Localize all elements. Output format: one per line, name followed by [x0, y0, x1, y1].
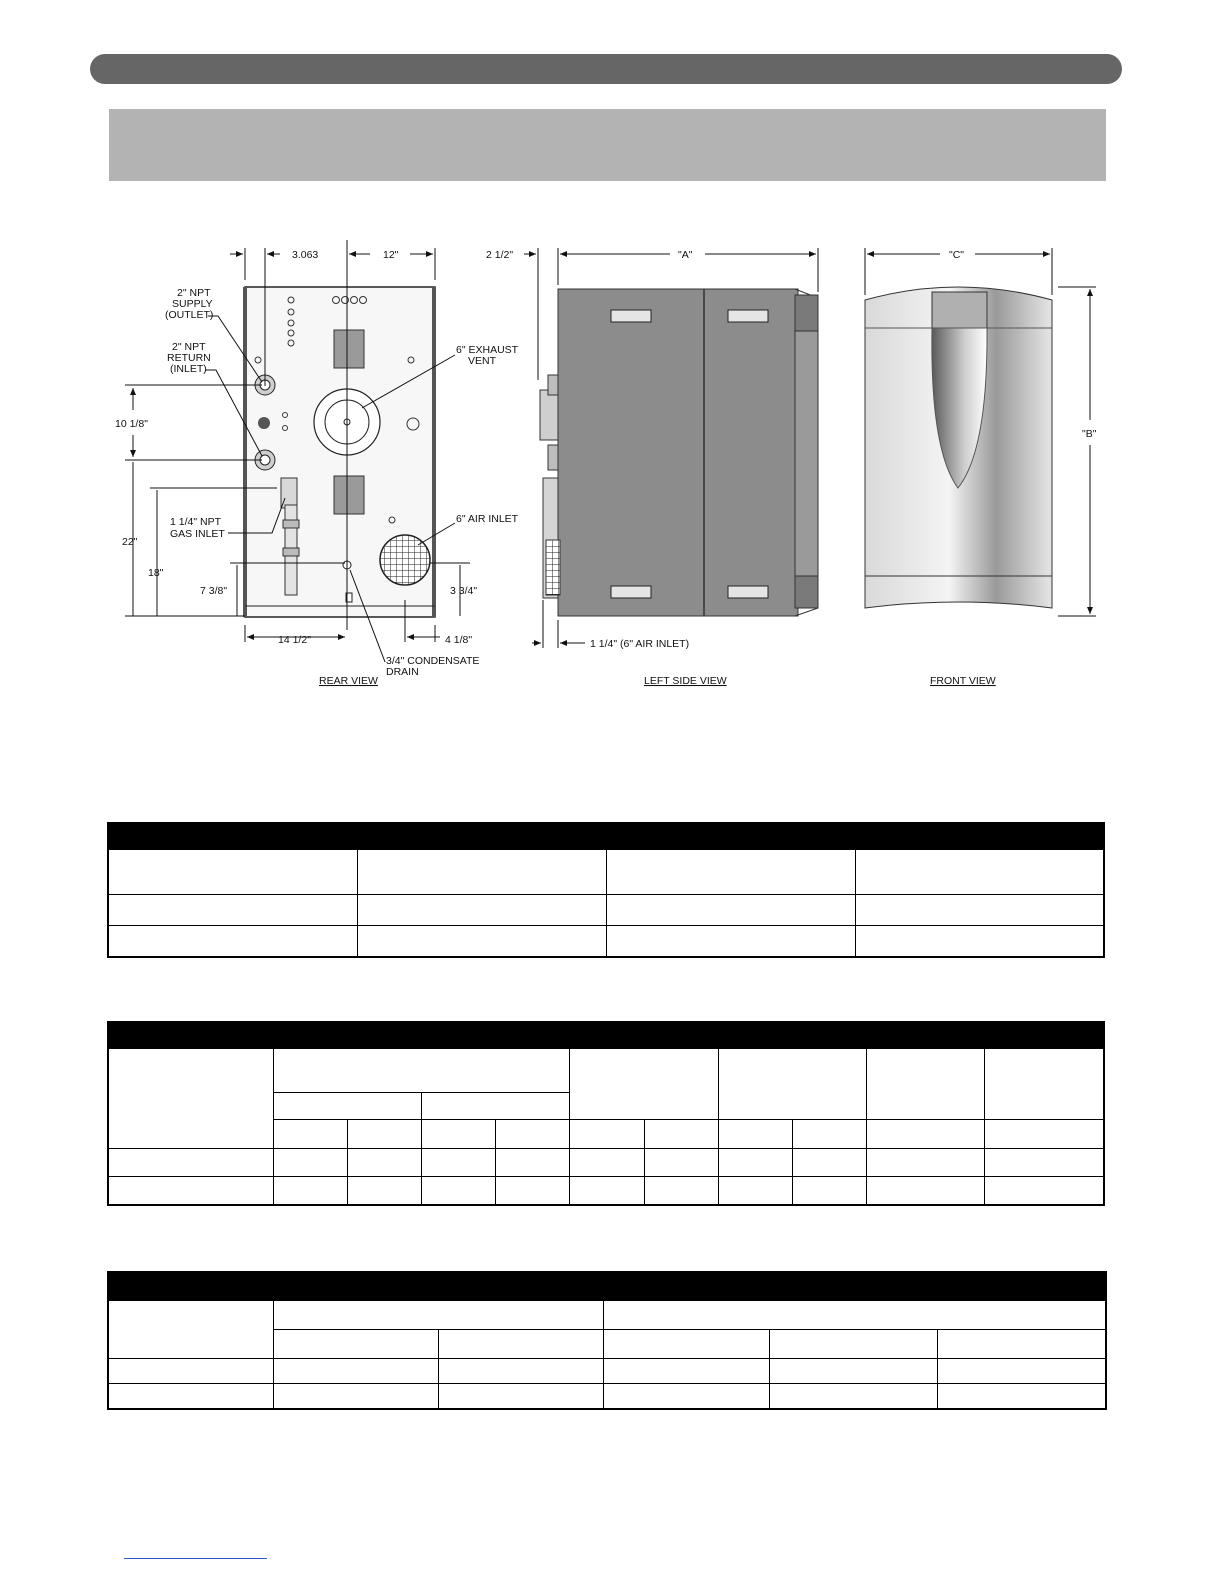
- dim-7-3-8: 7 3/8": [200, 585, 228, 597]
- front-view: [865, 248, 1097, 687]
- table-row: [108, 1149, 1104, 1177]
- dim-3063: 3.063: [292, 249, 319, 261]
- exhaust-collar: [540, 390, 558, 440]
- spec-table-2: [107, 1021, 1105, 1206]
- dim-12: 12": [383, 249, 399, 261]
- supply-label-3: (OUTLET): [165, 309, 214, 321]
- spec-table-1: [107, 822, 1105, 958]
- front-view-caption: FRONT VIEW: [930, 675, 996, 687]
- boiler-dimension-drawing: [100, 230, 1110, 700]
- supply-label-2: SUPPLY: [172, 298, 213, 310]
- side-view-caption: LEFT SIDE VIEW: [644, 675, 727, 687]
- return-label-2: RETURN: [167, 352, 211, 364]
- dim-4-1-8: 4 1/8": [445, 634, 473, 646]
- air-inlet-label: 6" AIR INLET: [456, 513, 519, 525]
- table-row: [108, 895, 1104, 926]
- table-row: [108, 1177, 1104, 1206]
- front-badge: [932, 292, 987, 328]
- vent-slot: [611, 586, 651, 598]
- condensate-label-1: 3/4" CONDENSATE: [386, 655, 480, 667]
- side-panel: [558, 289, 798, 616]
- drawing-svg: [100, 230, 1110, 700]
- table-header-row: [108, 1049, 1104, 1093]
- rear-view-caption: REAR VIEW: [319, 675, 378, 687]
- exhaust-label-1: 6" EXHAUST: [456, 344, 519, 356]
- table-row: [108, 926, 1104, 958]
- left-side-view: [486, 248, 818, 687]
- table-row: [108, 1359, 1106, 1384]
- dim-22: 22": [122, 536, 138, 548]
- vent-slot: [611, 310, 651, 322]
- section-title-box: [109, 109, 1106, 181]
- dim-b: "B": [1082, 428, 1097, 440]
- table-header-bar: [108, 823, 1104, 850]
- gas-label-2: GAS INLET: [170, 528, 225, 540]
- vent-slot: [728, 310, 768, 322]
- dim-1-1-4: 1 1/4" (6" AIR INLET): [590, 638, 690, 650]
- exhaust-label-2: VENT: [468, 355, 497, 367]
- gas-label-1: 1 1/4" NPT: [170, 516, 221, 528]
- supply-label-1: 2" NPT: [177, 287, 211, 299]
- mount-plate-upper: [334, 330, 364, 368]
- table-header-bar: [108, 1272, 1106, 1301]
- mount-plate-lower: [334, 476, 364, 514]
- table-row: [108, 1384, 1106, 1410]
- dim-14-1-2: 14 1/2": [278, 634, 311, 646]
- return-label-1: 2" NPT: [172, 341, 206, 353]
- rear-view: [115, 240, 519, 687]
- relief-fitting: [258, 417, 270, 429]
- vent-slot: [728, 586, 768, 598]
- dim-18: 18": [148, 567, 164, 579]
- header-bar: [90, 54, 1122, 84]
- footer-link-underline[interactable]: [124, 1558, 267, 1559]
- return-label-3: (INLET): [170, 363, 207, 375]
- dim-10-1-8: 10 1/8": [115, 418, 148, 430]
- dim-c: "C": [949, 249, 965, 261]
- dim-2-1-2: 2 1/2": [486, 249, 514, 261]
- table-header-row: [108, 1301, 1106, 1330]
- spec-table-3: [107, 1271, 1107, 1410]
- table-header-bar: [108, 1022, 1104, 1049]
- condensate-label-2: DRAIN: [386, 666, 419, 678]
- dim-a: "A": [678, 249, 693, 261]
- table-row: [108, 850, 1104, 895]
- dim-3-3-4: 3 3/4": [450, 585, 478, 597]
